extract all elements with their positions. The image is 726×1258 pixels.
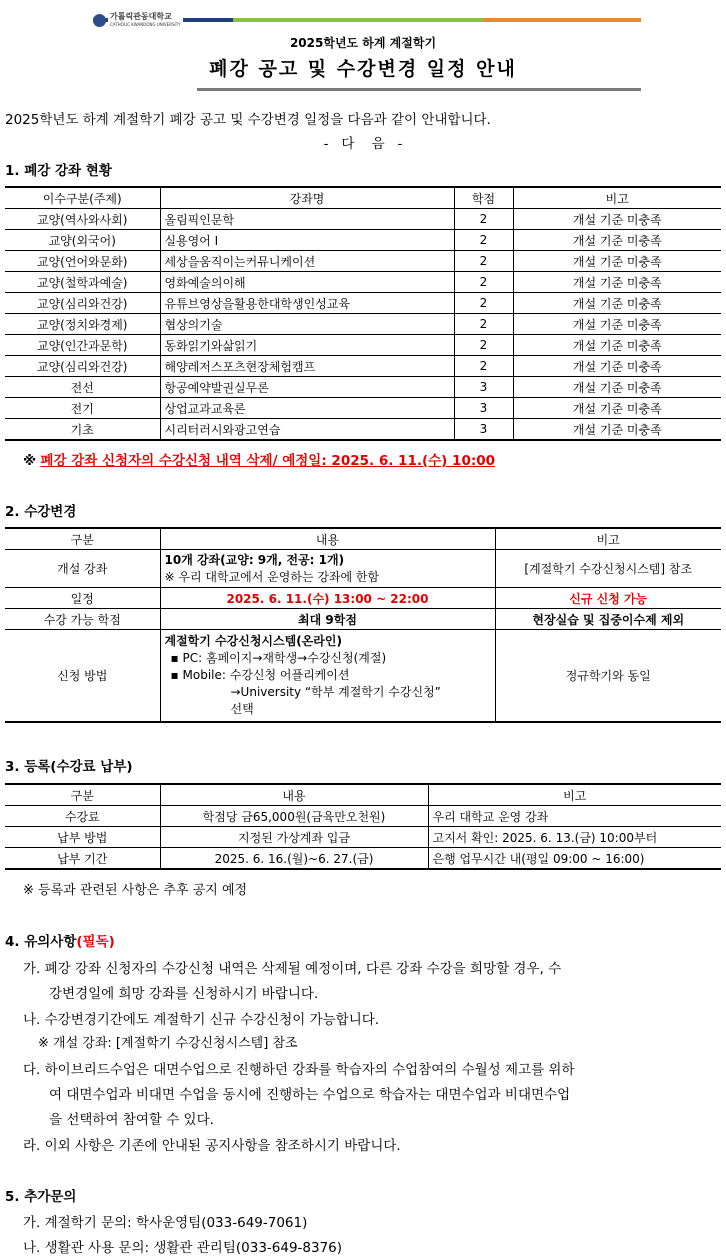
table-cell: 개설 기준 미충족 xyxy=(513,356,721,377)
table-cell: 3 xyxy=(454,419,513,441)
table-cell: 시리터러시와광고연습 xyxy=(160,419,454,441)
table-cell: 전기 xyxy=(5,398,160,419)
cancelled-courses-table xyxy=(5,186,721,441)
table-cell: 상업교과교육론 xyxy=(160,398,454,419)
table-row xyxy=(5,827,721,848)
table-row xyxy=(5,272,721,293)
university-logo-text: 가톨릭관동대학교 CATHOLIC KWANDONG UNIVERSITY xyxy=(110,12,181,27)
section2-title: 2. 수강변경 xyxy=(5,504,77,520)
table-cell: 2 xyxy=(454,293,513,314)
table-cell: 올림픽인문학 xyxy=(160,209,454,230)
schedule-content: 2025. 6. 11.(수) 13:00 ~ 22:00 xyxy=(160,588,495,609)
registration-table xyxy=(5,783,721,870)
section4-title: 4. 유의사항(필독) xyxy=(5,934,115,950)
table-cell: 해양레저스포츠현장체험캠프 xyxy=(160,356,454,377)
table-cell: 전선 xyxy=(5,377,160,398)
notice-item-na: 나. 수강변경기간에도 계절학기 신규 수강신청이 가능합니다. xyxy=(23,1012,380,1028)
table-cell: 동화읽기와삶읽기 xyxy=(160,335,454,356)
table-cell: 협상의기술 xyxy=(160,314,454,335)
method-label: 신청 방법 xyxy=(5,630,160,723)
table-cell: 학점당 금65,000원(금육만오천원) xyxy=(160,806,428,827)
table-cell: 세상을움직이는커뮤니케이션 xyxy=(160,251,454,272)
table-cell: 교양(심리와건강) xyxy=(5,356,160,377)
table-cell: 수강료 xyxy=(5,806,160,827)
notice-item-da-cont2: 을 선택하여 참여할 수 있다. xyxy=(49,1112,214,1128)
header-bar-orange xyxy=(483,18,641,22)
table-cell: 교양(언어와문화) xyxy=(5,251,160,272)
table-row xyxy=(5,419,721,441)
table-cell: 개설 기준 미충족 xyxy=(513,314,721,335)
table-cell: 2 xyxy=(454,356,513,377)
table-cell: 지정된 가상계좌 입금 xyxy=(160,827,428,848)
table-cell: 기초 xyxy=(5,419,160,441)
notice-item-ga-cont: 강변경일에 희망 강좌를 신청하시기 바랍니다. xyxy=(49,986,319,1002)
table-row xyxy=(5,314,721,335)
table-cell: 비고 xyxy=(513,187,721,209)
schedule-note: 신규 신청 가능 xyxy=(495,588,721,609)
table-cell: 구분 xyxy=(5,784,160,806)
center-label: - 다 음 - xyxy=(323,136,403,152)
table-row xyxy=(5,356,721,377)
header-cell: 비고 xyxy=(495,528,721,550)
credit-note: 현장실습 및 집중이수제 제외 xyxy=(495,609,721,630)
table-row xyxy=(5,398,721,419)
course-change-table xyxy=(5,527,721,723)
table-cell: 교양(철학과예술) xyxy=(5,272,160,293)
section3-title: 3. 등록(수강료 납부) xyxy=(5,759,133,775)
table-row xyxy=(5,848,721,870)
intro-text: 2025학년도 하계 계절학기 폐강 공고 및 수강변경 일정을 다음과 같이 안내합니다. xyxy=(5,112,491,128)
table-cell: 납부 기간 xyxy=(5,848,160,870)
table-cell: 고지서 확인: 2025. 6. 13.(금) 10:00부터 xyxy=(428,827,721,848)
table-cell: 개설 기준 미충족 xyxy=(513,251,721,272)
table-cell: 교양(역사와사회) xyxy=(5,209,160,230)
table-cell: 개설 기준 미충족 xyxy=(513,377,721,398)
section5-title: 5. 추가문의 xyxy=(5,1189,77,1205)
table-cell: 2 xyxy=(454,314,513,335)
table-cell: 이수구분(주제) xyxy=(5,187,160,209)
table-cell: 개설 기준 미충족 xyxy=(513,230,721,251)
cancel-notice: ※ 폐강 강좌 신청자의 수강신청 내역 삭제/ 예정일: 2025. 6. 11.(수) 10:00 xyxy=(23,453,496,469)
title-underline xyxy=(197,88,641,91)
document-subtitle: 2025학년도 하계 계절학기 xyxy=(289,36,437,50)
table-cell: 2 xyxy=(454,230,513,251)
open-courses-label: 개설 강좌 xyxy=(5,550,160,588)
table-cell: 항공예약발권실무론 xyxy=(160,377,454,398)
table-cell: 강좌명 xyxy=(160,187,454,209)
table-cell: 비고 xyxy=(428,784,721,806)
table-cell: 교양(외국어) xyxy=(5,230,160,251)
contact-item-ga: 가. 계절학기 문의: 학사운영팀(033-649-7061) xyxy=(23,1215,308,1231)
registration-note: ※ 등록과 관련된 사항은 추후 공지 예정 xyxy=(23,883,248,898)
table-cell: 개설 기준 미충족 xyxy=(513,209,721,230)
table-cell: 은행 업무시간 내(평일 09:00 ~ 16:00) xyxy=(428,848,721,870)
open-courses-content: 10개 강좌(교양: 9개, 전공: 1개) ※ 우리 대학교에서 운영하는 강좌에 한함 xyxy=(160,550,495,588)
method-content: 계절학기 수강신청시스템(온라인) ▪ PC: 홈페이지→재학생→수강신청(계절) ▪ Mobile: 수강신청 어플리케이션 →University “학부 계절학기 수강신청” 선택 xyxy=(160,630,495,723)
table-row xyxy=(5,377,721,398)
table-row xyxy=(5,251,721,272)
table-cell: 2 xyxy=(454,335,513,356)
university-logo-icon xyxy=(93,14,106,27)
notice-item-da: 다. 하이브리드수업은 대면수업으로 진행하던 강좌를 학습자의 수업참여의 수월성 제고를 위하 xyxy=(23,1062,575,1078)
notice-item-ra: 라. 이외 사항은 기존에 안내된 공지사항을 참조하시기 바랍니다. xyxy=(23,1138,401,1154)
schedule-label: 일정 xyxy=(5,588,160,609)
table-cell: 2 xyxy=(454,251,513,272)
contact-item-na: 나. 생활관 사용 문의: 생활관 관리팀(033-649-8376) xyxy=(23,1240,343,1256)
header-cell: 구분 xyxy=(5,528,160,550)
table-header-row xyxy=(5,187,721,209)
table-cell: 실용영어 I xyxy=(160,230,454,251)
table-cell: 납부 방법 xyxy=(5,827,160,848)
table-header-row xyxy=(5,784,721,806)
table-cell: 개설 기준 미충족 xyxy=(513,335,721,356)
table-cell: 개설 기준 미충족 xyxy=(513,398,721,419)
table-cell: 2025. 6. 16.(월)~6. 27.(금) xyxy=(160,848,428,870)
open-courses-note: [계절학기 수강신청시스템] 참조 xyxy=(495,550,721,588)
table-cell: 개설 기준 미충족 xyxy=(513,293,721,314)
table-cell: 학점 xyxy=(454,187,513,209)
table-cell: 2 xyxy=(454,272,513,293)
table-cell: 유튜브영상을활용한대학생인성교육 xyxy=(160,293,454,314)
table-cell: 교양(인간과문학) xyxy=(5,335,160,356)
section1-title: 1. 폐강 강좌 현황 xyxy=(5,163,112,179)
notice-item-na-sub: ※ 개설 강좌: [계절학기 수강신청시스템] 참조 xyxy=(38,1036,298,1051)
table-cell: 개설 기준 미충족 xyxy=(513,419,721,441)
table-row xyxy=(5,335,721,356)
table-cell: 교양(정치와경제) xyxy=(5,314,160,335)
table-cell: 영화예술의이해 xyxy=(160,272,454,293)
table-cell: 3 xyxy=(454,377,513,398)
table-cell: 2 xyxy=(454,209,513,230)
notice-item-ga: 가. 폐강 강좌 신청자의 수강신청 내역은 삭제될 예정이며, 다른 강좌 수강을 희망할 경우, 수 xyxy=(23,961,562,977)
table-cell: 개설 기준 미충족 xyxy=(513,272,721,293)
header-bar-green xyxy=(233,18,483,22)
table-cell: 우리 대학교 운영 강좌 xyxy=(428,806,721,827)
table-cell: 교양(심리와건강) xyxy=(5,293,160,314)
table-row xyxy=(5,293,721,314)
header-cell: 내용 xyxy=(160,528,495,550)
table-row xyxy=(5,209,721,230)
table-row xyxy=(5,806,721,827)
method-note: 정규학기와 동일 xyxy=(495,630,721,723)
notice-item-da-cont1: 여 대면수업과 비대면 수업을 동시에 진행하는 수업으로 학습자는 대면수업과 비대면수업 xyxy=(49,1087,571,1103)
table-cell: 3 xyxy=(454,398,513,419)
table-row xyxy=(5,230,721,251)
credit-label: 수강 가능 학점 xyxy=(5,609,160,630)
document-title: 폐강 공고 및 수강변경 일정 안내 xyxy=(209,58,517,80)
credit-content: 최대 9학점 xyxy=(160,609,495,630)
table-cell: 내용 xyxy=(160,784,428,806)
